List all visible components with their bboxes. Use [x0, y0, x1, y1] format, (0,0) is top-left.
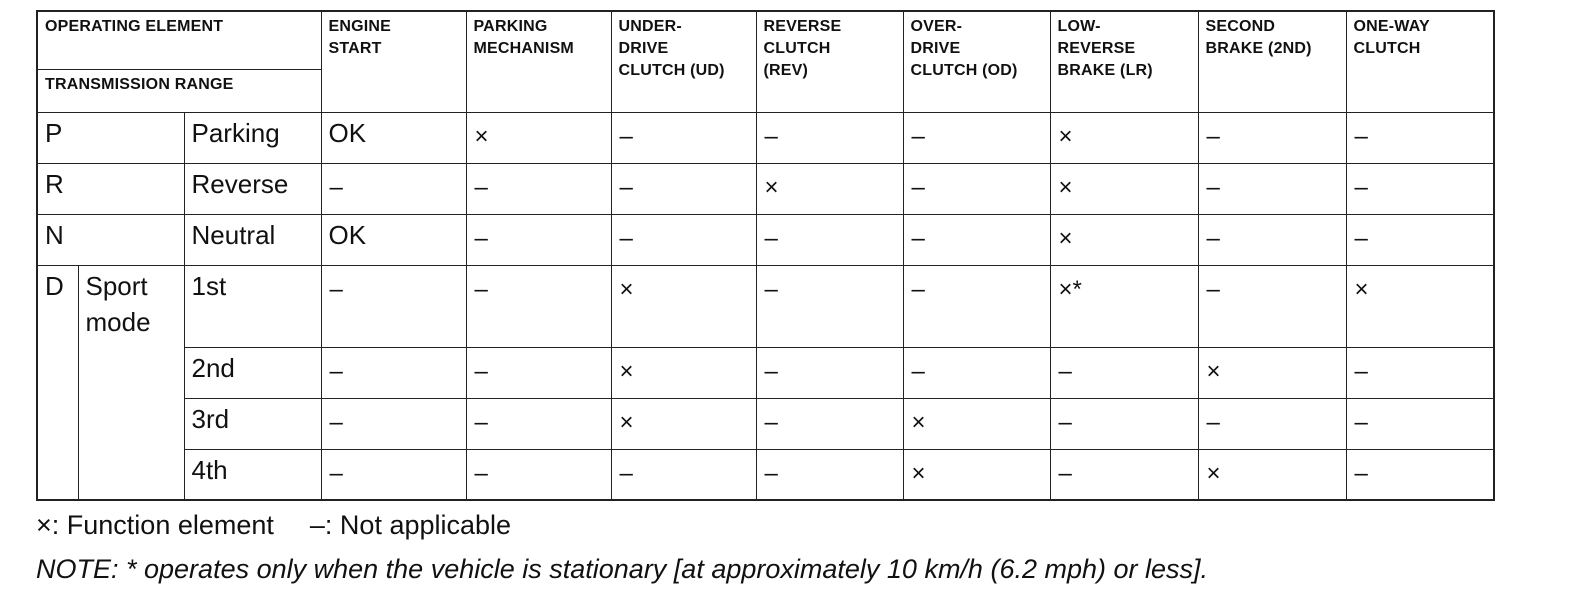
column-header	[1198, 11, 1346, 112]
status-cell: –	[611, 449, 756, 500]
note-text: NOTE: * operates only when the vehicle is stationary [at approximately 10 km/h (6.2 mph) or less].	[36, 554, 1209, 584]
status-cell: –	[1346, 347, 1494, 398]
function-element-text: : Function element	[51, 510, 274, 540]
status-cell: –	[1198, 265, 1346, 347]
sport-mode-line: mode	[85, 306, 151, 337]
status-cell: –	[1346, 112, 1494, 163]
range-letter: P	[37, 112, 184, 163]
status-cell: ×	[903, 398, 1050, 449]
column-header-line: OVER-	[910, 18, 963, 35]
status-cell: –	[1198, 163, 1346, 214]
column-header-line: DRIVE	[910, 40, 961, 57]
status-cell: –	[903, 112, 1050, 163]
header-row	[37, 11, 1494, 112]
column-header-line: START	[328, 40, 382, 57]
not-applicable-text: –: Not applicable	[309, 510, 512, 540]
column-header-line: UNDER-	[618, 18, 682, 35]
range-letter: R	[37, 163, 184, 214]
status-cell: –	[611, 112, 756, 163]
operating-element-table-wrap	[36, 10, 1495, 501]
status-cell: –	[466, 265, 611, 347]
column-header-line: CLUTCH	[1353, 40, 1421, 57]
status-cell: –	[903, 347, 1050, 398]
status-cell: –	[1198, 112, 1346, 163]
column-header-line: REVERSE	[763, 18, 842, 35]
column-header-line: LOW-	[1057, 18, 1101, 35]
range-letter: D	[37, 265, 78, 500]
status-cell: –	[756, 449, 903, 500]
operating-element-table	[36, 10, 1495, 501]
table-row	[37, 449, 1494, 500]
status-cell: –	[1346, 398, 1494, 449]
gear-name: 1st	[184, 265, 321, 347]
column-header-line: SECOND	[1205, 18, 1276, 35]
status-cell: –	[611, 163, 756, 214]
status-cell: –	[1050, 449, 1198, 500]
status-cell: OK	[321, 112, 466, 163]
status-cell: –	[466, 163, 611, 214]
gear-name: 2nd	[184, 347, 321, 398]
column-header-line: BRAKE (LR)	[1057, 62, 1153, 79]
status-cell: –	[1346, 163, 1494, 214]
status-cell: –	[466, 449, 611, 500]
column-header	[466, 11, 611, 112]
range-name: Neutral	[184, 214, 321, 265]
corner-header-cell	[37, 11, 321, 112]
column-header-line: CLUTCH (OD)	[910, 62, 1018, 79]
range-name: Reverse	[184, 163, 321, 214]
column-header	[611, 11, 756, 112]
status-cell: –	[1050, 347, 1198, 398]
status-cell: –	[1198, 214, 1346, 265]
column-header-line: REVERSE	[1057, 40, 1136, 57]
gear-name: 4th	[184, 449, 321, 500]
column-header-line: MECHANISM	[473, 40, 574, 57]
status-cell: ×	[1050, 112, 1198, 163]
sport-mode-cell	[78, 265, 184, 500]
status-cell: ×	[611, 265, 756, 347]
status-cell: –	[1346, 449, 1494, 500]
status-cell: –	[903, 265, 1050, 347]
status-cell: –	[756, 112, 903, 163]
table-row	[37, 347, 1494, 398]
table-row	[37, 163, 1494, 214]
operating-element-label: OPERATING ELEMENT	[38, 12, 321, 70]
column-header	[756, 11, 903, 112]
status-cell: ×*	[1050, 265, 1198, 347]
status-cell: –	[756, 347, 903, 398]
sport-mode-line: Sport	[85, 270, 148, 301]
status-cell: ×	[1050, 163, 1198, 214]
column-header	[903, 11, 1050, 112]
column-header	[1050, 11, 1198, 112]
column-header-line: CLUTCH	[763, 40, 831, 57]
status-cell: –	[903, 214, 1050, 265]
status-cell: –	[1198, 398, 1346, 449]
status-cell: ×	[611, 398, 756, 449]
table-row	[37, 112, 1494, 163]
status-cell: OK	[321, 214, 466, 265]
status-cell: ×	[1198, 449, 1346, 500]
table-row	[37, 214, 1494, 265]
table-row	[37, 398, 1494, 449]
status-cell: –	[1346, 214, 1494, 265]
status-cell: –	[466, 398, 611, 449]
column-header-line: CLUTCH (UD)	[618, 62, 725, 79]
status-cell: –	[903, 163, 1050, 214]
status-cell: ×	[466, 112, 611, 163]
status-cell: –	[466, 214, 611, 265]
column-header-line: (REV)	[763, 62, 809, 79]
status-cell: –	[756, 265, 903, 347]
column-header	[1346, 11, 1494, 112]
range-letter: N	[37, 214, 184, 265]
status-cell: –	[611, 214, 756, 265]
function-element-symbol: ×	[36, 510, 52, 540]
status-cell: –	[1050, 398, 1198, 449]
transmission-range-label: TRANSMISSION RANGE	[45, 76, 234, 93]
column-header	[321, 11, 466, 112]
status-cell: ×	[1346, 265, 1494, 347]
status-cell: –	[756, 398, 903, 449]
column-header-line: ONE-WAY	[1353, 18, 1430, 35]
column-header-line: BRAKE (2ND)	[1205, 40, 1312, 57]
status-cell: –	[321, 163, 466, 214]
column-header-line: ENGINE	[328, 18, 392, 35]
status-cell: –	[321, 449, 466, 500]
status-cell: ×	[756, 163, 903, 214]
status-cell: –	[321, 398, 466, 449]
status-cell: ×	[903, 449, 1050, 500]
column-header-line: DRIVE	[618, 40, 669, 57]
gear-name: 3rd	[184, 398, 321, 449]
legend	[36, 508, 511, 542]
table-row	[37, 265, 1494, 347]
status-cell: –	[321, 347, 466, 398]
status-cell: ×	[1050, 214, 1198, 265]
status-cell: –	[756, 214, 903, 265]
column-header-line: PARKING	[473, 18, 548, 35]
status-cell: –	[321, 265, 466, 347]
range-name: Parking	[184, 112, 321, 163]
status-cell: ×	[1198, 347, 1346, 398]
status-cell: –	[466, 347, 611, 398]
status-cell: ×	[611, 347, 756, 398]
